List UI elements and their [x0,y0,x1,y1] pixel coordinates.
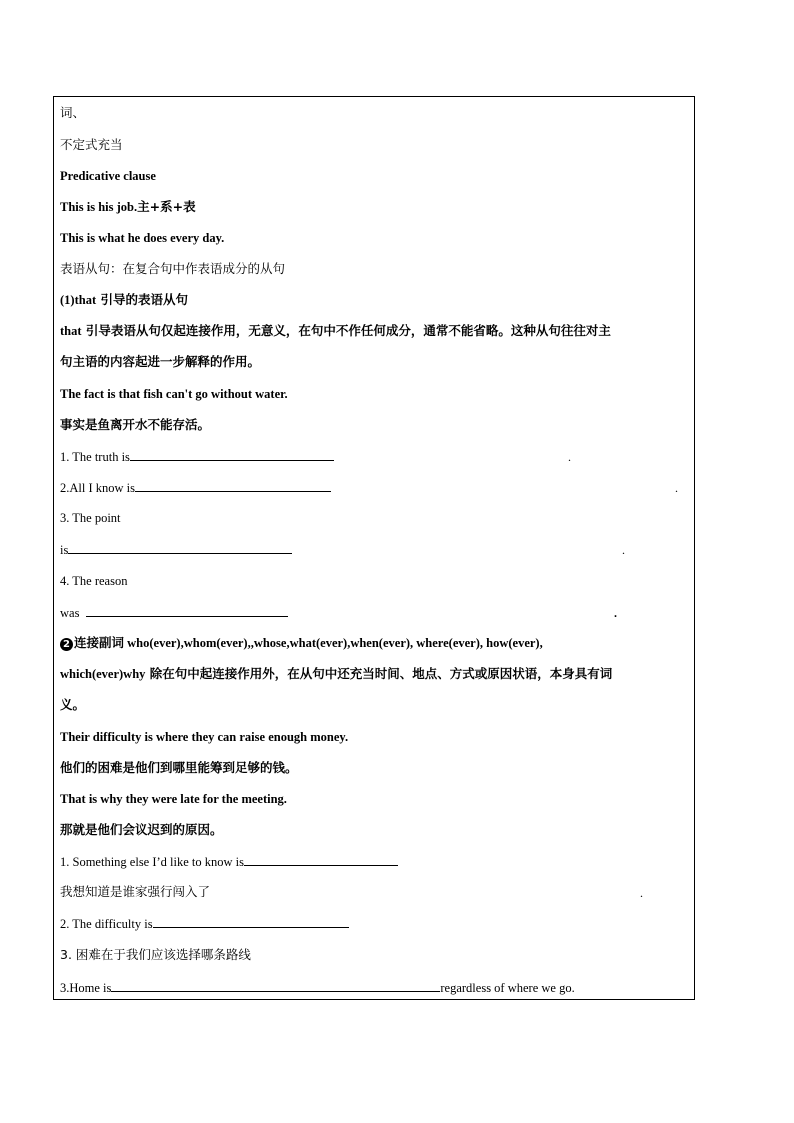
exercise-b1-hint: 我想知道是谁家强行闯入了 [60,884,211,899]
keyword-that: that [60,324,82,338]
exercise-b1-period: . [640,886,643,900]
exercise-b2-blank[interactable] [153,915,349,928]
exercise-2-period: . [675,481,678,495]
exercise-4 [60,604,288,621]
example-fact-translation: 事实是鱼离开水不能存活。 [60,417,211,432]
section-2-words: who(ever),whom(ever),,whose,what(ever),when(ever), where(ever), how(ever), [124,636,543,650]
exercise-b1-prompt: 1. Something else I’d like to know is [60,855,245,869]
exercise-4-prompt: 4. The reason [60,574,128,588]
text-line-2: 不定式充当 [60,137,123,152]
example-late: That is why they were late for the meeting. [60,792,287,806]
exercise-b1 [60,853,398,870]
section-1-title: 引导的表语从句 [96,292,188,307]
section-2-words-cont: which(ever)why [60,667,146,681]
exercise-4-period: . [614,606,617,620]
exercise-b3 [60,979,575,996]
example-late-translation: 那就是他们会议迟到的原因。 [60,822,223,837]
example-line-what: This is what he does every day. [60,231,225,245]
exercise-b2-hint: 3. 困难在于我们应该选择哪条路线 [60,947,251,962]
exercise-4-blank[interactable] [86,604,288,617]
exercise-2-prompt: 2.All I know is [60,481,135,495]
exercise-3-is: is [60,543,69,557]
exercise-1-period: . [568,450,571,464]
exercise-b2 [60,915,349,932]
exercise-b3-prompt: 3.Home is [60,981,112,995]
exercise-3-blank[interactable] [68,541,292,554]
worksheet-frame [53,96,695,1000]
section-2-heading [60,635,543,651]
definition-line: 表语从句：在复合句中作表语成分的从句 [60,261,286,276]
circled-number-icon: 2 [60,638,73,651]
exercise-b2-prompt: 2. The difficulty is [60,917,153,931]
exercise-3 [60,541,292,558]
section-2-explanation: 除在句中起连接作用外，在从句中还充当时间、地点、方式或原因状语，本身具有词 [145,666,613,681]
exercise-1 [60,448,334,465]
exercise-3-period: . [622,543,625,557]
exercise-4-was: was [60,606,80,620]
structure-note: 主+系+表 [137,199,196,214]
example-difficulty-translation: 他们的困难是他们到哪里能筹到足够的钱。 [60,760,298,775]
example-line-job [60,199,196,215]
section-2-title: 连接副词 [74,635,125,650]
heading-predicative-clause: Predicative clause [60,169,156,183]
exercise-b1-blank[interactable] [244,853,398,866]
exercise-1-prompt: 1. The truth is [60,450,130,464]
exercise-1-blank[interactable] [130,448,334,461]
section-2-line-2 [60,666,612,682]
section-1-number: (1)that [60,293,97,307]
exercise-3-prompt: 3. The point [60,511,121,525]
explanation-line-1 [60,323,611,339]
example-difficulty: Their difficulty is where they can raise enough money. [60,730,349,744]
section-1-heading [60,292,188,308]
section-2-line-3: 义。 [60,697,86,712]
explanation-line-2: 句主语的内容起进一步解释的作用。 [60,354,261,369]
explanation-text: 引导表语从句仅起连接作用，无意义，在句中不作任何成分，通常不能省略。这种从句往往对主 [81,323,611,338]
exercise-2 [60,479,331,496]
example-fact: The fact is that fish can't go without water. [60,387,288,401]
exercise-b3-blank[interactable] [111,979,440,992]
example-text: This is his job. [60,200,138,214]
exercise-2-blank[interactable] [135,479,331,492]
text-line-1: 词、 [60,105,86,120]
exercise-b3-suffix: regardless of where we go. [440,981,575,995]
